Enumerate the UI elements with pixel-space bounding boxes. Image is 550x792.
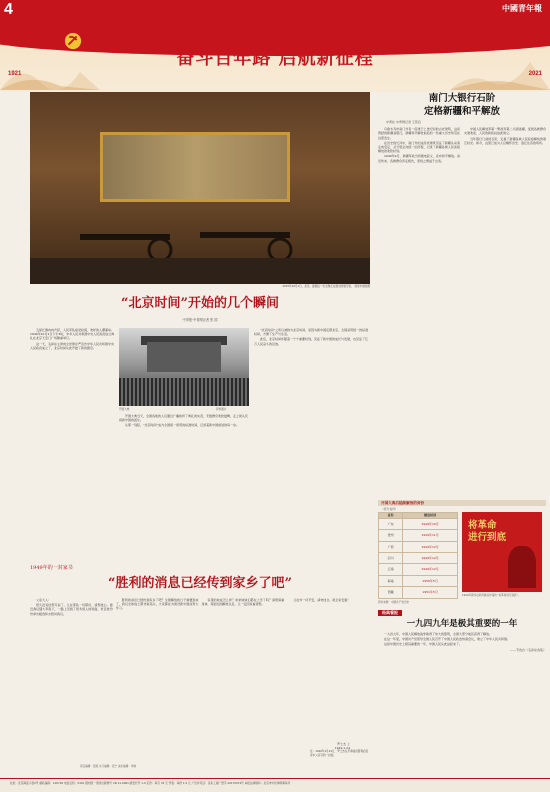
liberation-table: [378, 512, 458, 598]
letter-paragraph: 胜利的消息已经传到家乡了吧？全国解放的日子就要到来了，我们全体战士都非常高兴，大家都在为建设新中国而努力学习。: [115, 598, 199, 611]
editors-credit: 责任编辑：张国 实习编辑：张宁 美术编辑：李晓: [80, 765, 137, 768]
article-paragraph: 五星红旗冉冉升起，人民军队接受检阅，欢呼的人潮涌动。1949年10月1日下午3时，中华人民共和国中央人民政府成立典礼在北京天安门广场隆重举行。: [30, 328, 115, 341]
mid-article-byline: 中青报·中青网记者 张 国: [182, 318, 218, 322]
photo-caption: 开国大典: [119, 408, 130, 411]
table-source: 资料来源：中国共产党历史: [378, 600, 410, 604]
article-paragraph: 在历史的长河中，南门外的这座老建筑见证了新疆从动荡走向安定、从分裂走向统一的历程，记录了新疆各族人民迎接解放的欢欣时刻。: [378, 140, 460, 154]
crowd: [119, 378, 249, 406]
bottom-article-body: [30, 598, 370, 617]
article-paragraph: “北京时间”之所以被称为北京时间，是因为新中国定都北京，全国采用统一的标准时间，方便了生产与生活。: [254, 328, 369, 337]
table-row: 贵州 1949年11月: [379, 530, 458, 541]
poster-figure: [508, 546, 536, 588]
table-row: 广西 1949年12月: [379, 541, 458, 552]
right-article: [378, 92, 546, 164]
banner-title: 奋斗百年路 启航新征程: [176, 48, 374, 69]
table-header: 省份: [379, 513, 403, 518]
tiananmen-gate: [147, 342, 221, 372]
cannon-exhibit: [60, 222, 310, 262]
letter-paragraph: 父亲大人：: [36, 598, 52, 602]
article-paragraph: 开国大典当天，全国各地的人们通过广播收听了典礼的实况，无数群众欢欣鼓舞，走上街头庆祝新中国的诞生。: [119, 414, 249, 423]
table-row: 西藏 1951年5月: [379, 587, 458, 598]
table-row: 云南 1949年12月: [379, 564, 458, 575]
article-paragraph: 这一天，毛泽东主席向全世界庄严宣告中华人民共和国中央人民政府成立了，北京时间从此开始了新的篇章。: [30, 341, 115, 350]
article-paragraph: 1949年9月，新疆军政当局通电起义，宣布和平解放。消息传来，各族群众奔走相告，喜悦之情溢于言表。: [378, 154, 460, 163]
signature-date: 1949.1.24: [334, 746, 350, 751]
classic-source: ——节选自《毛泽东选集》: [509, 647, 546, 652]
mid-article-title: “北京时间”开始的几个瞬间: [121, 296, 279, 311]
classic-title: 一九四九年是极其重要的一年: [406, 619, 518, 630]
article-paragraph: 中国人民解放军第一野战军第二兵团进疆，受到各族群众夹道欢迎，人民的新政权由此建立。: [464, 127, 546, 136]
table-title: 开国大典后陆续解放的省份: [378, 500, 546, 506]
museum-photo: [30, 92, 370, 284]
classic-text: [378, 632, 546, 647]
signature-name: 罗士杰 上: [337, 742, 350, 746]
revolution-poster: [462, 512, 542, 592]
year-right: 2021: [528, 71, 542, 77]
photo-credit: 资料图片: [216, 408, 227, 411]
photo-caption: 2015年10月1日，北京。建国后一些文物正在展出的展厅里。 视觉中国供图: [282, 285, 370, 288]
ceremony-photo: [119, 328, 249, 406]
wall-painting: [100, 132, 290, 202]
header-banner: [0, 0, 550, 92]
article-paragraph: 当年银行门前的石阶，定格了新疆各族人民迎接解放的难忘时光。如今，这里已成为人们缅怀历史、追忆往昔的场所。: [464, 136, 546, 145]
poster-title: 将革命 进行到底: [468, 520, 507, 544]
bottom-article-title: “胜利的消息已经传到家乡了吧”: [108, 576, 292, 591]
article-byline: 中青社·中青网记者 王营启: [386, 120, 421, 124]
poster-caption: 1949年新华社新年献词中提出“将革命进行到底”。: [462, 594, 521, 598]
article-paragraph: 乌鲁木齐市南门外有一座建于上世纪初的古老建筑，这是曾经的新疆省银行，新疆和平解放前后的一些重大历史场景在这里发生。: [378, 127, 460, 140]
paper-logo: 中國青年報: [502, 3, 542, 13]
page-number: 4: [4, 1, 13, 18]
table-subtitle: （部分省份）: [381, 507, 398, 512]
mid-article-body: [30, 328, 370, 558]
table-row: 海南 1950年5月: [379, 575, 458, 586]
letter-paragraph: 儿在外一切平安，请勿挂念。祝全家安康！: [293, 598, 351, 602]
classic-paragraph: 这是中国历史上极其重要的一年，中国人民从此站起来了。: [384, 642, 463, 647]
article-title-line2: 定格新疆和平解放: [423, 106, 500, 117]
classic-paragraph: 在这一年里，中国共产党领导全国人民召开了中国人民政治协商会议，建立了中华人民共和国。: [384, 637, 511, 642]
letter-paragraph: 家里的收成怎么样？弟弟妹妹们都在上学了吗？请您保重身体，等到全国解放以后，儿一定回家看望您。: [201, 598, 285, 607]
article-paragraph: 从那一刻起，“北京时间”成为全国统一使用的标准时间，记录着新中国前进的每一步。: [125, 423, 240, 428]
year-left: 1921: [8, 71, 22, 77]
right-bottom-panel: [378, 500, 546, 652]
section-label: 1949年的一封家书: [30, 565, 73, 571]
table-row: 四川 1949年12月: [379, 552, 458, 563]
article-title-line1: 南门大银行石阶: [428, 93, 496, 104]
article-paragraph: 此后，北京时间伴随着一个个重要时刻，见证了新中国的成长与发展，也见证了亿万人民奋斗的足迹。: [254, 337, 369, 346]
floor: [30, 258, 370, 284]
letter-paragraph: 很久没有给您写信了，儿在部队一切都好，请您放心。最近我们随大军南下，一路上见到了很多感人的场面，老百姓纷纷拿出粮食和水慰问我们。: [30, 603, 113, 616]
classic-label: 经典看报: [378, 610, 402, 616]
classic-paragraph: 一九四九年，中国人民解放战争取得了伟大的胜利，全国大部分地区获得了解放。: [384, 632, 493, 637]
page-footer: 社址：北京海淀小营2号 邮政编码：100702 电话总机：5401 国内统一连续出版物号 CN 11-0061 邮发代号 1-9 定价：每月 33 元 零售：每份 1.5 元 广告许可证：京东工商广登字 20170074号 本报法律顾问：北京市中伦律师事务所: [0, 778, 550, 792]
table-row: 广东 1949年10月: [379, 518, 458, 529]
letter-note: 注：1949年1月24日，罗士杰在平津战役胜利后给家中父亲写的一封信。: [310, 750, 369, 758]
table-header: 解放时间: [403, 513, 458, 518]
